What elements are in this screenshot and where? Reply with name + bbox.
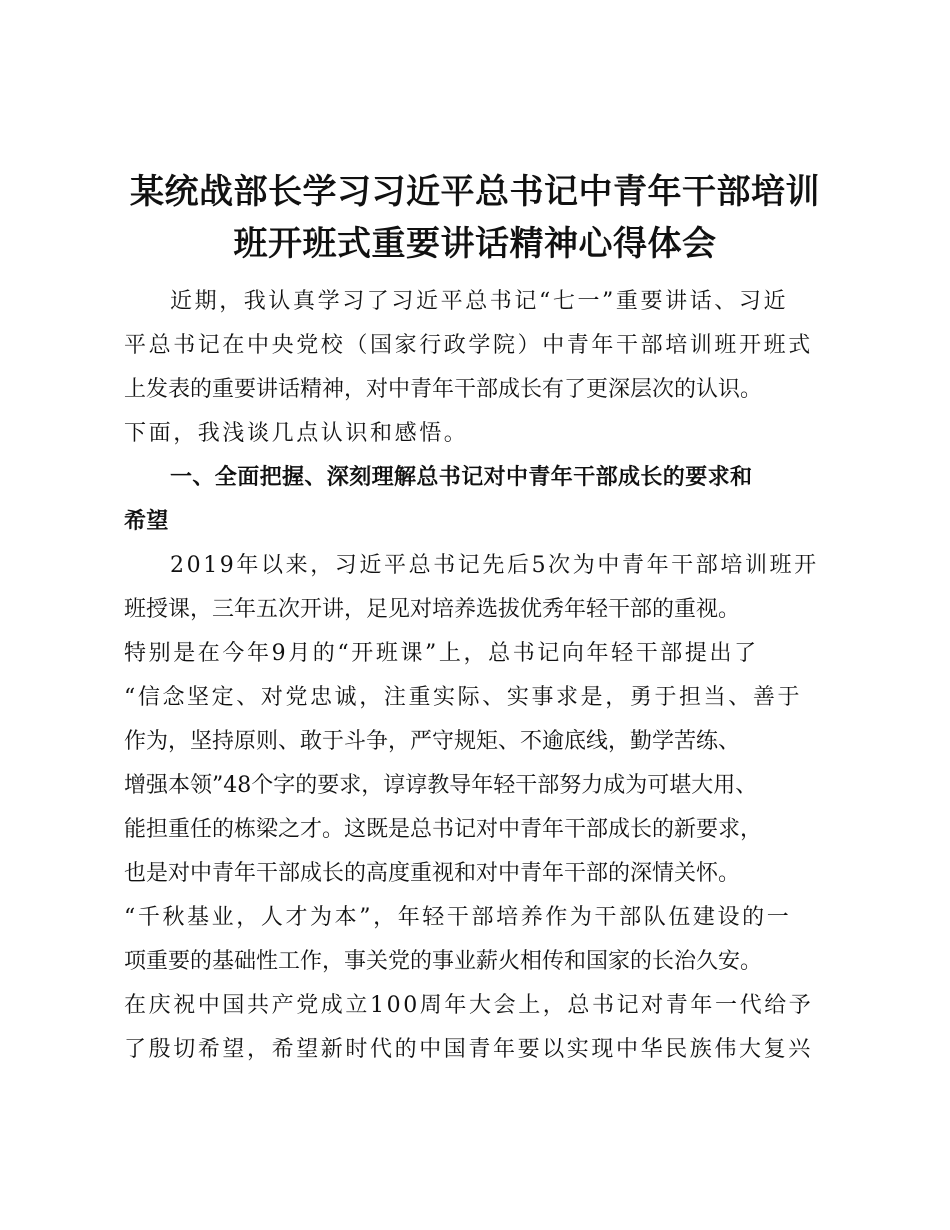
section-heading-continued: 希望	[124, 509, 169, 534]
section-heading: 一、全面把握、深刻理解总书记对中青年干部成长的要求和	[170, 465, 753, 490]
paragraph-line: 增强本领”48个字的要求，谆谆教导年轻干部努力成为可堪大用、	[124, 773, 758, 798]
paragraph-line: 也是对中青年干部成长的高度重视和对中青年干部的深情关怀。	[124, 861, 741, 886]
paragraph-line: 特别是在今年9月的“开班课”上，总书记向年轻干部提出了	[124, 641, 759, 666]
paragraph-line: 下面，我浅谈几点认识和感悟。	[124, 421, 469, 446]
paragraph-line: 2019年以来，习近平总书记先后5次为中青年干部培训班开	[170, 553, 819, 578]
paragraph-line: 能担重任的栋梁之才。这既是总书记对中青年干部成长的新要求，	[124, 817, 763, 842]
paragraph-line: 作为，坚持原则、敢于斗争，严守规矩、不逾底线，勤学苦练、	[124, 729, 741, 754]
paragraph-line: 上发表的重要讲话精神，对中青年干部成长有了更深层次的认识。	[124, 377, 763, 402]
document-title-line-1: 某统战部长学习习近平总书记中青年干部培训	[130, 172, 820, 212]
paragraph-line: “信念坚定、对党忠诚，注重实际、实事求是，勇于担当、善于	[124, 685, 803, 710]
paragraph-line: 项重要的基础性工作，事关党的事业薪火相传和国家的长治久安。	[124, 949, 763, 974]
paragraph-line: “千秋基业，人才为本”，年轻干部培养作为干部队伍建设的一	[124, 905, 792, 930]
paragraph-line: 班授课，三年五次开讲，足见对培养选拔优秀年轻干部的重视。	[124, 597, 741, 622]
paragraph-line: 在庆祝中国共产党成立100周年大会上，总书记对青年一代给予	[124, 993, 814, 1018]
document-title-line-2: 班开班式重要讲话精神心得体会	[233, 224, 717, 264]
paragraph-line: 近期，我认真学习了习近平总书记“七一”重要讲话、习近	[170, 289, 789, 314]
paragraph-line: 了殷切希望，希望新时代的中国青年要以实现中华民族伟大复兴	[124, 1037, 813, 1062]
paragraph-line: 平总书记在中央党校（国家行政学院）中青年干部培训班开班式	[124, 333, 813, 358]
